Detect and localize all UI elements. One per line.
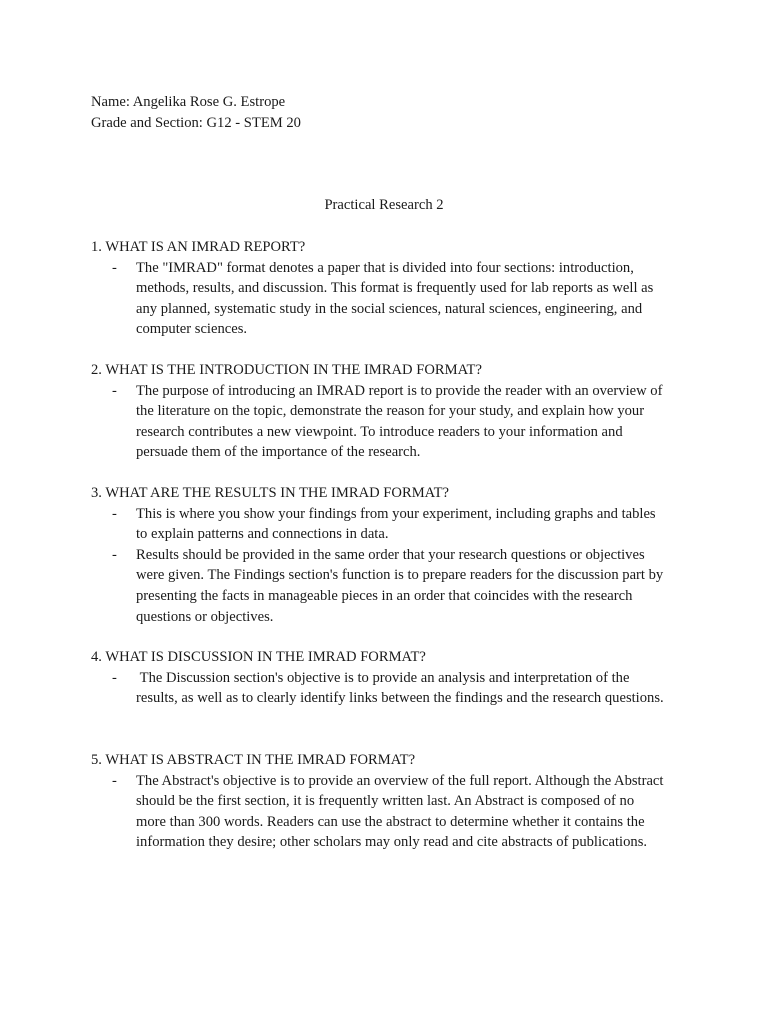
- document-title: Practical Research 2: [324, 197, 444, 213]
- student-info: [91, 92, 301, 133]
- bullet-text: Results should be provided in the same order that your research questions or objectives were given. The Findings section's function is to prepare readers for the discussion part by presenting the facts in manageable pieces in an order that coincides with the research questions or objectives.: [136, 546, 664, 625]
- document-title-row: [0, 195, 768, 216]
- question-heading: 1. WHAT IS AN IMRAD REPORT?: [91, 239, 306, 255]
- bullet-item: [91, 381, 691, 463]
- bullet-dash: -: [112, 382, 117, 399]
- bullet-text: The Abstract's objective is to provide an overview of the full report. Although the Abstract should be the first section, it is frequently written last. An Abstract is composed of no more than 300 words. Readers can use the abstract to determine whether it contains the information they desire; other scholars may only read and cite abstracts of publications.: [136, 772, 664, 851]
- bullet-text: This is where you show your findings from your experiment, including graphs and tables to explain patterns and connections in data.: [136, 505, 656, 543]
- bullet-text: The Discussion section's objective is to provide an analysis and interpretation of the results, as well as to clearly identify links between the findings and the research questions.: [136, 669, 664, 707]
- student-name: Name: Angelika Rose G. Estrope: [91, 94, 286, 110]
- section-introduction: [91, 360, 691, 463]
- bullet-item: [91, 545, 691, 627]
- question-heading: 2. WHAT IS THE INTRODUCTION IN THE IMRAD FORMAT?: [91, 362, 482, 378]
- bullet-dash: -: [112, 772, 117, 789]
- bullet-text: The purpose of introducing an IMRAD report is to provide the reader with an overview of the literature on the topic, demonstrate the reason for your study, and explain how your research contributes a new viewpoint. To introduce readers to your information and persuade them of the importance of the research.: [136, 382, 663, 461]
- section-imrad-report: [91, 237, 691, 340]
- section-abstract: [91, 750, 691, 853]
- bullet-item: [91, 258, 691, 340]
- grade-section: Grade and Section: G12 - STEM 20: [91, 114, 301, 131]
- bullet-dash: -: [112, 546, 117, 563]
- section-results: [91, 483, 691, 627]
- question-heading: 4. WHAT IS DISCUSSION IN THE IMRAD FORMAT?: [91, 649, 426, 665]
- bullet-dash: -: [112, 259, 117, 276]
- bullet-dash: -: [112, 505, 117, 522]
- bullet-item: [91, 504, 691, 545]
- section-discussion: [91, 647, 691, 709]
- bullet-dash: -: [112, 669, 117, 686]
- question-heading: 5. WHAT IS ABSTRACT IN THE IMRAD FORMAT?: [91, 752, 416, 768]
- bullet-text: The "IMRAD" format denotes a paper that is divided into four sections: introduction, methods, results, and discussion. This format is frequently used for lab reports as well as any planned, systematic study in the social sciences, natural sciences, engineering, and computer sciences.: [136, 259, 654, 338]
- bullet-item: [91, 771, 691, 853]
- bullet-item: [91, 668, 691, 709]
- question-heading: 3. WHAT ARE THE RESULTS IN THE IMRAD FORMAT?: [91, 485, 449, 501]
